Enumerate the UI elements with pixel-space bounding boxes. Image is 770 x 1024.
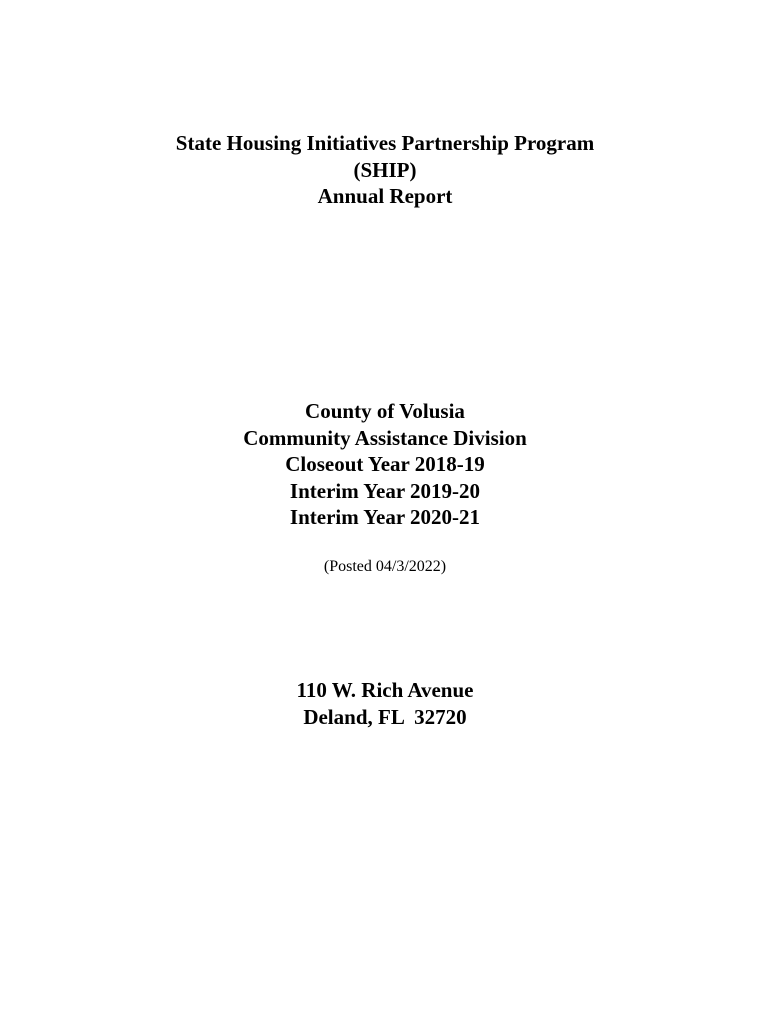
county-name: County of Volusia [305,399,465,423]
organization-info [0,398,770,531]
posted-date: (Posted 04/3/2022) [323,558,447,575]
title-line-program: State Housing Initiatives Partnership Program [175,131,595,155]
report-title [0,130,770,210]
title-line-acronym: (SHIP) [353,157,417,182]
street-address: 110 W. Rich Avenue [296,678,474,702]
interim-year-1: Interim Year 2019-20 [289,478,481,503]
city-state-zip: Deland, FL 32720 [303,704,467,729]
division-name: Community Assistance Division [243,425,527,450]
interim-year-2: Interim Year 2020-21 [289,505,481,529]
address [0,677,770,730]
title-line-report: Annual Report [317,184,453,208]
closeout-year: Closeout Year 2018-19 [285,452,485,476]
